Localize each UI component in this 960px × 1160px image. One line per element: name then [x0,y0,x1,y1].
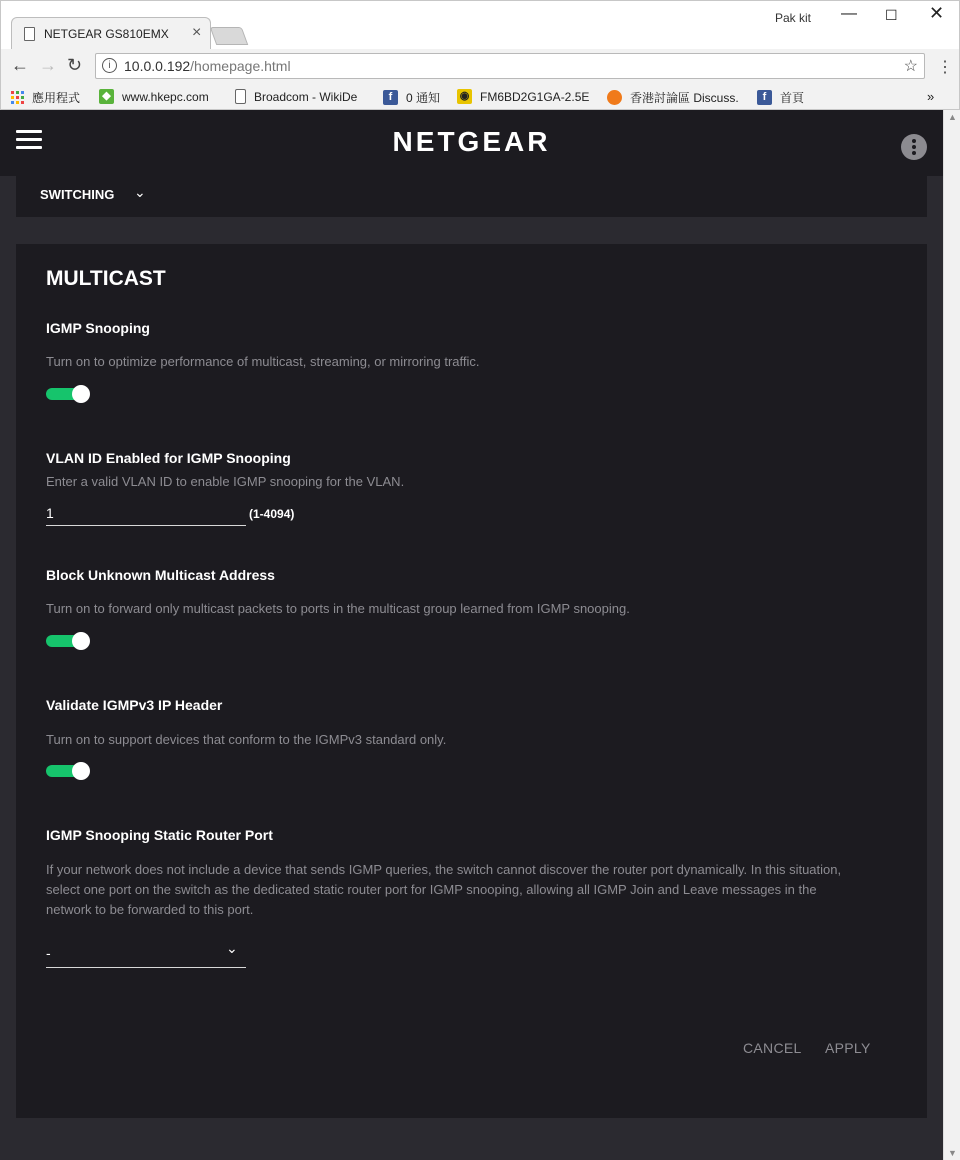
bookmark-item[interactable]: Broadcom - WikiDe [235,89,357,104]
block-unknown-toggle[interactable] [46,631,90,651]
back-arrow-icon[interactable]: ← [11,55,29,75]
bookmark-item[interactable]: f 0 通知 [383,89,440,106]
vlan-id-value: 1 [46,505,54,521]
validate-igmpv3-title: Validate IGMPv3 IP Header [46,697,223,713]
browser-menu-icon[interactable]: ⋮ [937,59,953,76]
block-unknown-title: Block Unknown Multicast Address [46,567,275,583]
static-router-port-select[interactable] [46,936,246,968]
chevron-down-icon: ⌄ [226,940,238,956]
cancel-button[interactable]: CANCEL [743,1040,802,1056]
app-header [0,110,943,176]
validate-igmpv3-toggle[interactable] [46,761,90,781]
bookmark-item[interactable]: ◉ FM6BD2G1GA-2.5E [457,89,589,104]
url-text[interactable]: 10.0.0.192/homepage.html [124,58,291,74]
forward-arrow-icon[interactable]: → [39,55,57,75]
page-scrollbar[interactable] [943,110,960,1160]
validate-igmpv3-description: Turn on to support devices that conform to the IGMPv3 standard only. [46,732,447,747]
bookmark-star-icon[interactable]: ☆ [903,58,918,75]
reload-icon[interactable]: ↻ [67,55,83,75]
more-bookmarks-icon[interactable]: » [927,89,935,104]
owl-icon: ◉ [457,89,472,104]
bookmark-item[interactable]: 香港討論區 Discuss. [607,89,739,106]
apply-button[interactable]: APPLY [825,1040,871,1056]
igmp-snooping-toggle[interactable] [46,384,90,404]
bookmark-item[interactable]: ◆ www.hkepc.com [99,89,209,104]
profile-name[interactable]: Pak kit [775,11,812,25]
multicast-card [16,244,927,1118]
page-icon [24,27,35,41]
tab-title: NETGEAR GS810EMX [44,27,169,41]
page-icon [235,89,246,104]
vlan-id-title: VLAN ID Enabled for IGMP Snooping [46,450,291,466]
static-router-port-title: IGMP Snooping Static Router Port [46,827,273,843]
bookmark-item[interactable]: f 首頁 [757,89,804,106]
vlan-id-range: (1-4094) [249,507,295,521]
browser-toolbar [1,49,959,85]
scroll-down-icon[interactable]: ▼ [948,1148,957,1158]
new-tab-button[interactable] [210,27,249,45]
vlan-id-input[interactable] [46,502,246,526]
igmp-snooping-description: Turn on to optimize performance of multicast, streaming, or mirroring traffic. [46,354,480,369]
close-tab-icon[interactable]: × [192,24,202,41]
browser-tab[interactable] [11,17,211,49]
browser-window [0,0,960,110]
chevron-down-icon[interactable]: ⌄ [134,184,146,200]
static-router-port-value: - [46,945,51,961]
minimize-icon[interactable]: — [841,5,857,22]
section-nav [16,176,927,217]
address-bar[interactable] [95,53,925,79]
brand-logo: NETGEAR [392,126,551,157]
title-bar [1,1,959,49]
facebook-icon: f [757,90,772,105]
switching-menu[interactable]: SWITCHING [40,187,115,202]
vlan-id-description: Enter a valid VLAN ID to enable IGMP snooping for the VLAN. [46,474,405,489]
maximize-icon[interactable]: ☐ [885,7,898,23]
close-window-icon[interactable]: ✕ [929,3,945,23]
chat-bubble-icon [607,90,622,105]
page-content [0,110,943,1160]
facebook-icon: f [383,90,398,105]
bookmarks-bar [1,85,959,109]
hkepc-icon: ◆ [99,89,114,104]
scroll-up-icon[interactable]: ▲ [948,112,957,122]
block-unknown-description: Turn on to forward only multicast packets to ports in the multicast group learned from IGMP snooping. [46,601,630,616]
apps-grid-icon [11,91,24,104]
bookmark-item[interactable]: 應用程式 [11,89,80,106]
info-icon[interactable]: i [102,58,117,73]
igmp-snooping-title: IGMP Snooping [46,320,150,336]
static-router-port-description: If your network does not include a device that sends IGMP queries, the switch cannot discover the router port dynamically. In this situation, select one port on the switch as the dedicated static router port for IGMP snooping, allowing all IGMP Join and Leave messages in the network to be forwarded to this port. [46,862,842,917]
page-title: MULTICAST [46,267,166,290]
more-options-icon[interactable] [901,134,927,160]
